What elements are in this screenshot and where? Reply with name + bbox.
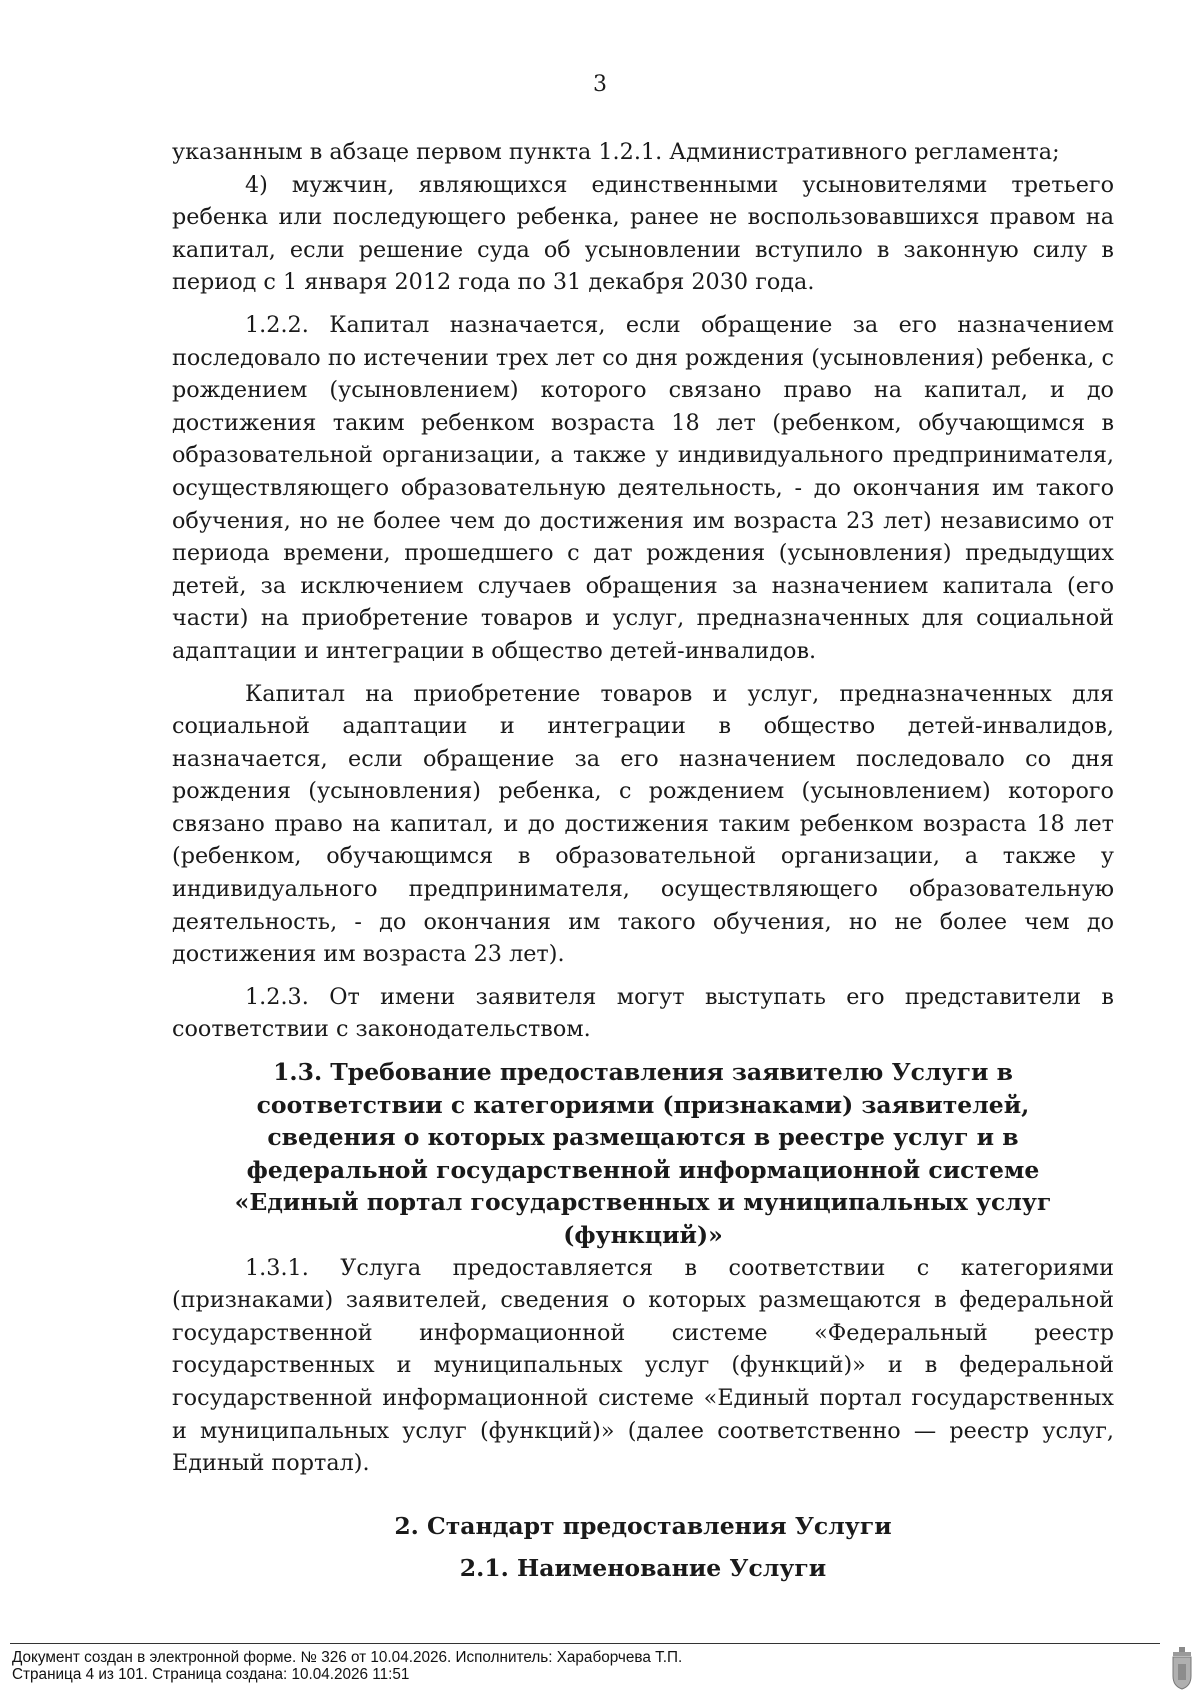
footer-line-2: Страница 4 из 101. Страница создана: 10.04.2026 11:51 bbox=[12, 1666, 410, 1683]
paragraph-capital-disabled: Капитал на приобретение товаров и услуг, предназначенных для социальной адаптации и интеграции в общество детей-инвалидов, назначается, если обращение за его назначением последовало со дня рождения (усыновления) ребенка, с рождением (усыновлением) которого связано право на капитал, и до достижения таким ребенком возраста 18 лет (ребенком, обучающимся в образовательной организации, а также у индивидуального предпринимателя, осуществляющего образовательную деятельность, - до окончания им такого обучения, но не более чем до достижения им возраста 23 лет). bbox=[172, 680, 1114, 968]
document-footer bbox=[12, 1649, 682, 1683]
document-body bbox=[172, 136, 1114, 1584]
footer-line-1: Документ создан в электронной форме. № 326 от 10.04.2026. Исполнитель: Хараборчева Т.П. bbox=[12, 1649, 683, 1666]
footer-divider bbox=[10, 1643, 1160, 1644]
paragraph-continuation: указанным в абзаце первом пункта 1.2.1. Административного регламента; bbox=[172, 139, 1060, 165]
page-number: 3 bbox=[593, 72, 607, 97]
paragraph-1-2-2: 1.2.2. Капитал назначается, если обращение за его назначением последовало по истечении трех лет со дня рождения (усыновления) ребенка, с рождением (усыновлением) которого связано право на капитал, и до достижения таким ребенком возраста 18 лет (ребенком, обучающимся в образовательной организации, а также у индивидуального предпринимателя, осуществляющего образовательную деятельность, - до окончания им такого обучения, но не более чем до достижения им возраста 23 лет) независимо от периода времени, прошедшего с дат рождения (усыновления) предыдущих детей, за исключением случаев обращения за назначением капитала (его части) на приобретение товаров и услуг, предназначенных для социальной адаптации и интеграции в общество детей-инвалидов. bbox=[172, 311, 1114, 664]
coat-of-arms-icon bbox=[1170, 1646, 1194, 1690]
paragraph-1-2-3: 1.2.3. От имени заявителя могут выступать его представители в соответствии с законодательством. bbox=[172, 983, 1114, 1043]
heading-1-3: 1.3. Требование предоставления заявителю Услуги в соответствии с категориями (признаками) заявителей, сведения о которых размещаются в реестре услуг и в федеральной государственной информационной системе «Единый портал государственных и муниципальных услуг (функций)» bbox=[234, 1058, 1052, 1249]
section-2-1-title: 2.1. Наименование Услуги bbox=[459, 1553, 827, 1582]
paragraph-item-4: 4) мужчин, являющихся единственными усыновителями третьего ребенка или последующего ребенка, ранее не воспользовавшихся правом на капитал, если решение суда об усыновлении вступило в законную силу в период с 1 января 2012 года по 31 декабря 2030 года. bbox=[172, 171, 1114, 296]
paragraph-1-3-1: 1.3.1. Услуга предоставляется в соответствии с категориями (признаками) заявителей, сведения о которых размещаются в федеральной государственной информационной системе «Федеральный реестр государственных и муниципальных услуг (функций)» и в федеральной государственной информационной системе «Единый портал государственных и муниципальных услуг (функций)» (далее соответственно — реестр услуг, Единый портал). bbox=[172, 1254, 1114, 1477]
section-2-title: 2. Стандарт предоставления Услуги bbox=[394, 1511, 892, 1540]
